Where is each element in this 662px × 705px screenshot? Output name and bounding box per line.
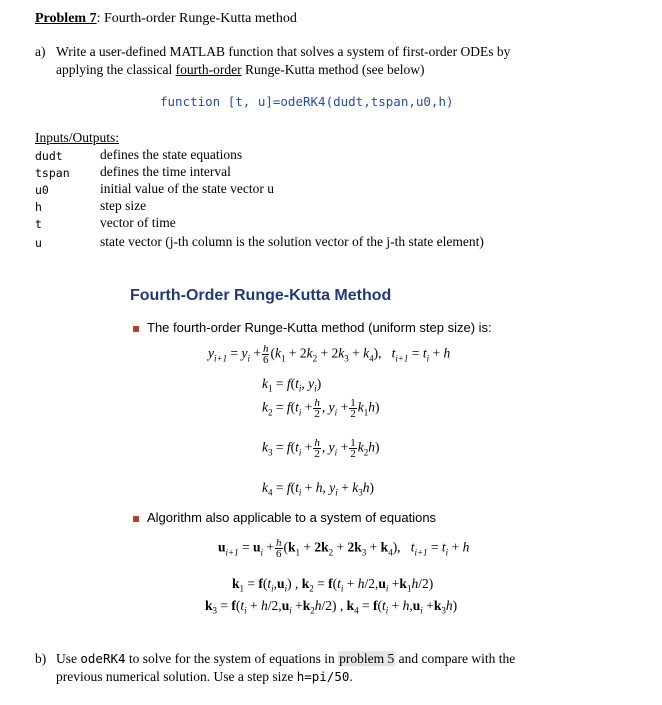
part-a-line2-post: Runge-Kutta method (see below) bbox=[241, 62, 425, 77]
fourth-order-link[interactable]: fourth-order bbox=[175, 62, 242, 77]
slide-bullet-1: The fourth-order Runge-Kutta method (uniform step size) is: bbox=[147, 320, 492, 335]
rk4-k1-equation: $k_1 = f(t_i$, $y_i$) bbox=[262, 376, 322, 394]
io-name-tspan: tspan bbox=[35, 166, 70, 180]
step-size-code: h=pi/50 bbox=[296, 669, 350, 684]
io-name-t: t bbox=[35, 217, 42, 231]
part-b-line1-mid: to solve for the system of equations in bbox=[125, 651, 339, 666]
io-desc-u0: initial value of the state vector u bbox=[100, 181, 274, 196]
rk4-k2-equation: $k_2 = f(t_i$ + $\frac{h}{2}$ , $y_i$ + $\frac{1}{2}$ $k_1h$) bbox=[262, 397, 380, 420]
bullet-marker bbox=[133, 326, 139, 332]
part-b-line1-pre: Use bbox=[56, 651, 81, 666]
io-name-h: h bbox=[35, 200, 42, 214]
problem-label: Problem 7 bbox=[35, 11, 97, 26]
part-b-line2-pre: previous numerical solution. Use a step size bbox=[56, 669, 297, 684]
part-a-marker: a) bbox=[35, 44, 46, 59]
odeRK4-code: odeRK4 bbox=[80, 651, 126, 666]
part-b-marker: b) bbox=[35, 651, 47, 666]
part-b-line1 bbox=[56, 651, 515, 667]
io-name-u: u bbox=[35, 236, 42, 250]
slide-bullet-2: Algorithm also applicable to a system of equations bbox=[147, 510, 437, 525]
part-b-line2-post: . bbox=[349, 669, 353, 684]
io-heading: Inputs/Outputs: bbox=[35, 130, 120, 145]
io-desc-dudt: defines the state equations bbox=[100, 147, 243, 162]
io-name-u0: u0 bbox=[35, 183, 49, 197]
slide-title: Fourth-Order Runge-Kutta Method bbox=[130, 287, 392, 304]
part-b-line1-post: and compare with the bbox=[395, 651, 516, 666]
bullet-marker bbox=[133, 516, 139, 522]
io-desc-h: step size bbox=[100, 198, 147, 213]
io-desc-tspan: defines the time interval bbox=[100, 164, 231, 179]
rk4-k3-equation: $k_3 = f(t_i$ + $\frac{h}{2}$ , $y_i$ + $\frac{1}{2}$ $k_2h$) bbox=[262, 437, 380, 460]
rk4-vector-update-equation: $u_{i+1} = u_i$ + $\frac{h}{6}$ $(k_1 + 2k_2 + 2k_3 + k_4)$, $t_{i+1} = t_i + h$ bbox=[218, 537, 470, 560]
io-desc-t: vector of time bbox=[100, 215, 176, 230]
io-name-dudt: dudt bbox=[35, 149, 63, 163]
rk4-vector-k1-k2-equation: $k_1 = f(t_i,u_i)$ , $k_2 = f(t_i + h/2,u_i +k_1h/2)$ bbox=[232, 576, 434, 594]
rk4-k4-equation: $k_4 = f(t_i + h$, $y_i + k_3h$) bbox=[262, 480, 374, 498]
function-signature: function [t, u]=odeRK4(dudt,tspan,u0,h) bbox=[160, 94, 454, 109]
part-a-line2 bbox=[56, 62, 425, 78]
problem-title-rest: : Fourth-order Runge-Kutta method bbox=[96, 11, 297, 26]
part-b-line2 bbox=[56, 669, 353, 685]
rk4-update-equation: $y_{i+1} = y_i$ + $\frac{h}{6}$ $(k_1 + 2k_2 + 2k_3 + k_4)$, $t_{i+1} = t_i + h$ bbox=[208, 343, 451, 366]
io-desc-u: state vector (j-th column is the solution vector of the j-th state element) bbox=[100, 234, 484, 249]
problem-5-link[interactable]: problem 5 bbox=[339, 651, 395, 666]
part-a-line2-pre: applying the classical bbox=[56, 62, 176, 77]
rk4-vector-k3-k4-equation: $k_3 = f(t_i + h/2,u_i +k_2h/2)$ , $k_4 = f(t_i + h,u_i +k_3h)$ bbox=[205, 598, 458, 616]
problem-title bbox=[35, 11, 297, 27]
part-a-line1: Write a user-defined MATLAB function that solves a system of first-order ODEs by bbox=[56, 44, 511, 59]
